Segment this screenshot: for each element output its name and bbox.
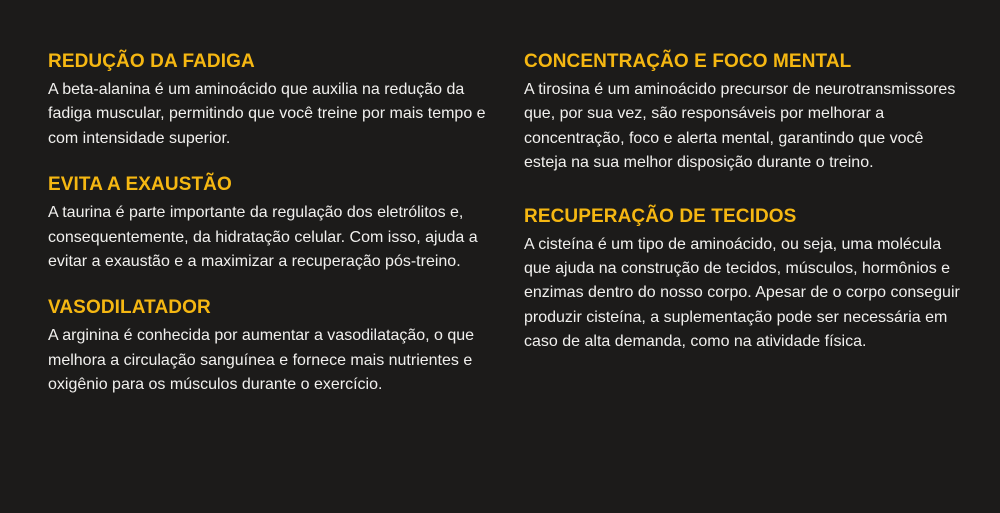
section-text: A tirosina é um aminoácido precursor de neurotransmissores que, por sua vez, são responsáveis por melhorar a concentração, foco e alerta mental, garantindo que você esteja na sua melhor disposição durante o treino.	[524, 81, 956, 172]
section-tissue-recovery	[524, 205, 964, 355]
section-title: REDUÇÃO DA FADIGA	[48, 51, 255, 72]
section-avoid-exhaustion	[48, 173, 488, 274]
section-mental-focus	[524, 50, 964, 176]
section-text: A beta-alanina é um aminoácido que auxilia na redução da fadiga muscular, permitindo que você treine por mais tempo e com intensidade superior.	[48, 81, 486, 147]
section-vasodilator	[48, 296, 488, 397]
section-fatigue-reduction	[48, 50, 488, 151]
right-column	[524, 50, 964, 384]
section-text: A taurina é parte importante da regulação dos eletrólitos e, consequentemente, da hidratação celular. Com isso, ajuda a evitar a exaustão e a maximizar a recuperação pós-treino.	[48, 204, 478, 271]
section-text: A arginina é conhecida por aumentar a vasodilatação, o que melhora a circulação sanguínea e fornece mais nutrientes e oxigênio para os músculos durante o exercício.	[48, 327, 475, 394]
section-title: RECUPERAÇÃO DE TECIDOS	[524, 205, 797, 227]
section-title: CONCENTRAÇÃO E FOCO MENTAL	[524, 51, 852, 72]
section-title: EVITA A EXAUSTÃO	[48, 174, 232, 196]
section-title: VASODILATADOR	[48, 297, 211, 319]
section-text: A cisteína é um tipo de aminoácido, ou seja, uma molécula que ajuda na construção de tecidos, músculos, hormônios e enzimas dentro do nosso corpo. Apesar de o corpo conseguir produzir cisteína, a suplementação pode ser necessária em caso de alta demanda, como na atividade física.	[524, 235, 960, 351]
left-column	[48, 50, 488, 420]
